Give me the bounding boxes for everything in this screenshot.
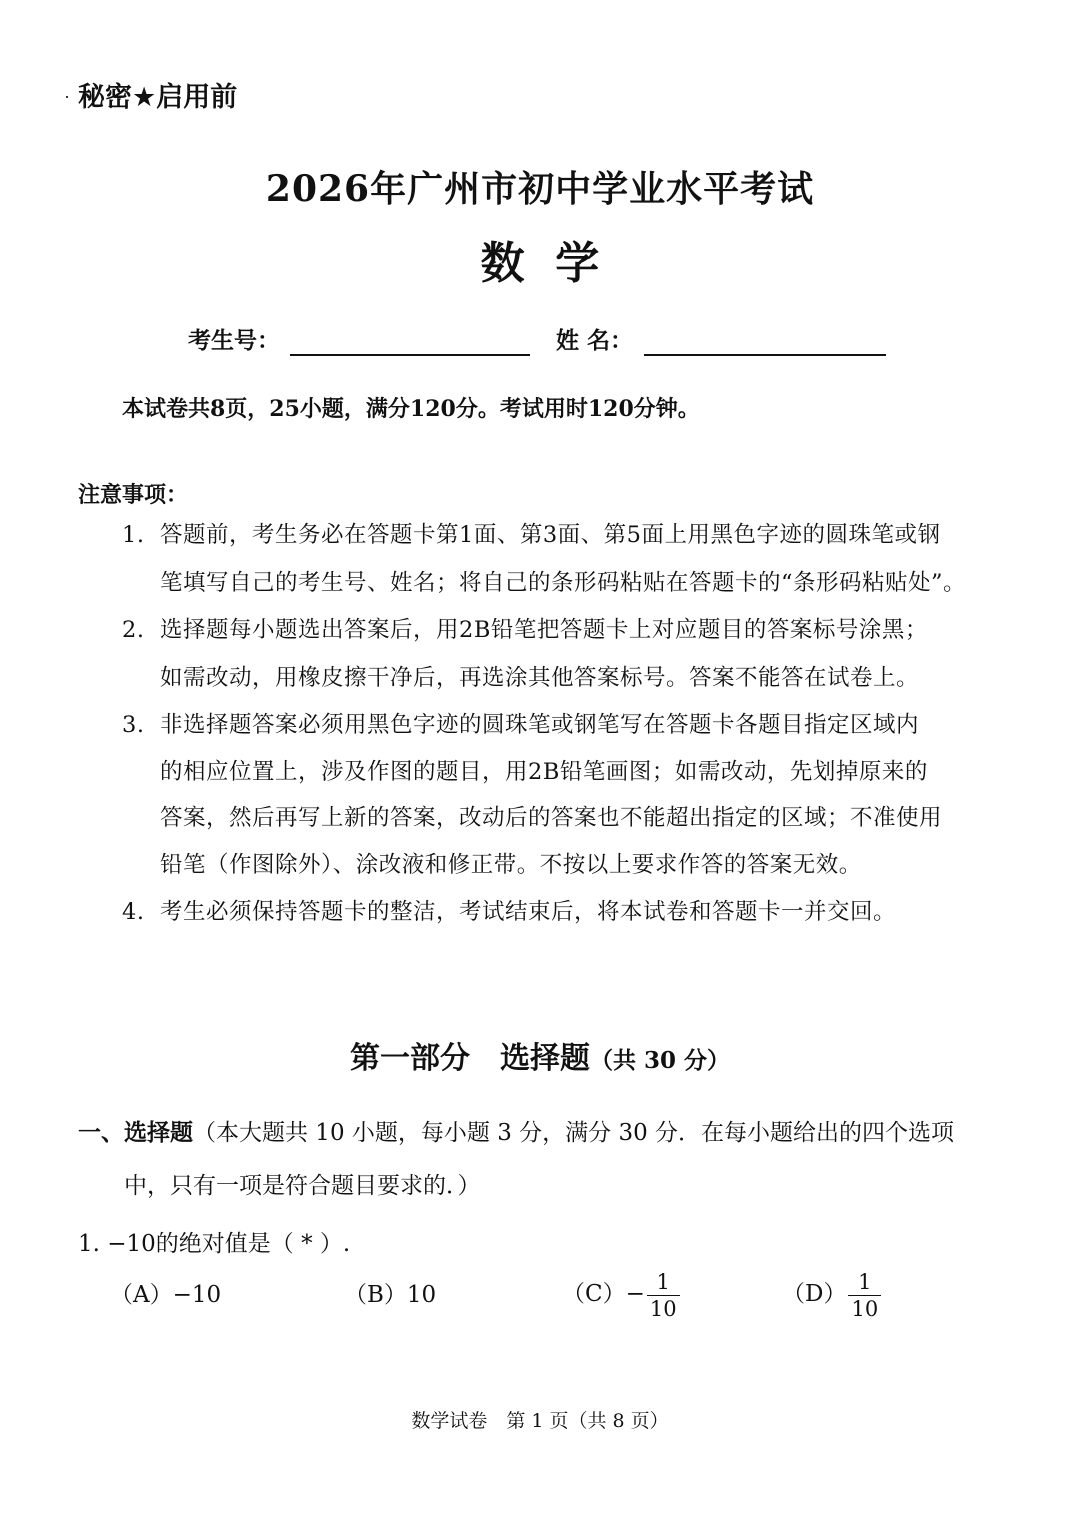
fraction-numerator: 1	[647, 1269, 680, 1296]
choice-d-label: （D）	[782, 1281, 847, 1307]
notice-item-line: 选择题每小题选出答案后，用2B铅笔把答题卡上对应题目的答案标号涂黑；	[160, 617, 928, 643]
notice-item-line: 如需改动，用橡皮擦干净后，再选涂其他答案标号。答案不能答在试卷上。	[160, 665, 920, 691]
section-text-line2: 中，只有一项是符合题目要求的．）	[124, 1173, 481, 1199]
choice-d-fraction	[848, 1269, 881, 1322]
notice-title: 注意事项：	[78, 482, 189, 508]
scan-speck	[66, 96, 68, 98]
subject-title: 数 学	[480, 238, 600, 289]
notice-item-line: 考生必须保持答题卡的整洁，考试结束后，将本试卷和答题卡一并交回。	[160, 899, 897, 925]
section-text-line1: （本大题共 10 小题，每小题 3 分，满分 30 分．在每小题给出的四个选项	[193, 1120, 955, 1146]
notice-item-line: 答题前，考生务必在答题卡第1面、第3面、第5面上用黑色字迹的圆珠笔或钢	[160, 522, 941, 548]
notice-item-line: 的相应位置上，涉及作图的题目，用2B铅笔画图；如需改动，先划掉原来的	[160, 759, 928, 785]
choice-d	[782, 1264, 881, 1324]
section-instructions	[78, 1115, 954, 1151]
choice-c-label: （C）−	[562, 1281, 645, 1307]
choice-c	[562, 1264, 680, 1324]
question-1-stem: 1. −10的绝对值是（ * ）.	[78, 1231, 351, 1257]
candidate-number-label: 考生号：	[188, 327, 280, 354]
confidential-label: 秘密★启用前	[78, 82, 238, 113]
fraction-numerator: 1	[848, 1269, 881, 1296]
candidate-number-blank[interactable]	[290, 354, 530, 356]
section-label: 一、选择题	[78, 1119, 193, 1146]
name-label: 姓 名：	[556, 327, 634, 354]
exam-intro: 本试卷共8页，25小题，满分120分。考试用时120分钟。	[122, 396, 700, 422]
notice-item-number: 3.	[122, 712, 145, 738]
notice-item-number: 4.	[122, 899, 145, 925]
name-blank[interactable]	[644, 354, 886, 356]
notice-item-line: 答案，然后再写上新的答案，改动后的答案也不能超出指定的区域；不准使用	[160, 805, 943, 831]
page-footer: 数学试卷 第 1 页（共 8 页）	[411, 1410, 669, 1432]
fraction-denominator: 10	[649, 1296, 677, 1321]
notice-item-line: 铅笔（作图除外）、涂改液和修正带。不按以上要求作答的答案无效。	[160, 852, 862, 878]
notice-item-line: 笔填写自己的考生号、姓名；将自己的条形码粘贴在答题卡的“条形码粘贴处”。	[160, 570, 967, 596]
choice-c-fraction	[647, 1269, 680, 1322]
part-title: 第一部分 选择题	[349, 1041, 590, 1076]
part-heading	[0, 1037, 1080, 1083]
notice-item-line: 非选择题答案必须用黑色字迹的圆珠笔或钢笔写在答题卡各题目指定区域内	[160, 712, 920, 738]
notice-item-number: 2.	[122, 617, 145, 643]
exam-title: 2026年广州市初中学业水平考试	[265, 168, 815, 210]
fraction-denominator: 10	[851, 1296, 879, 1321]
choice-a: （A）−10	[110, 1282, 222, 1308]
notice-item-number: 1.	[122, 522, 145, 548]
part-subtitle: （共 30 分）	[589, 1047, 731, 1074]
choice-b: （B）10	[344, 1282, 437, 1308]
